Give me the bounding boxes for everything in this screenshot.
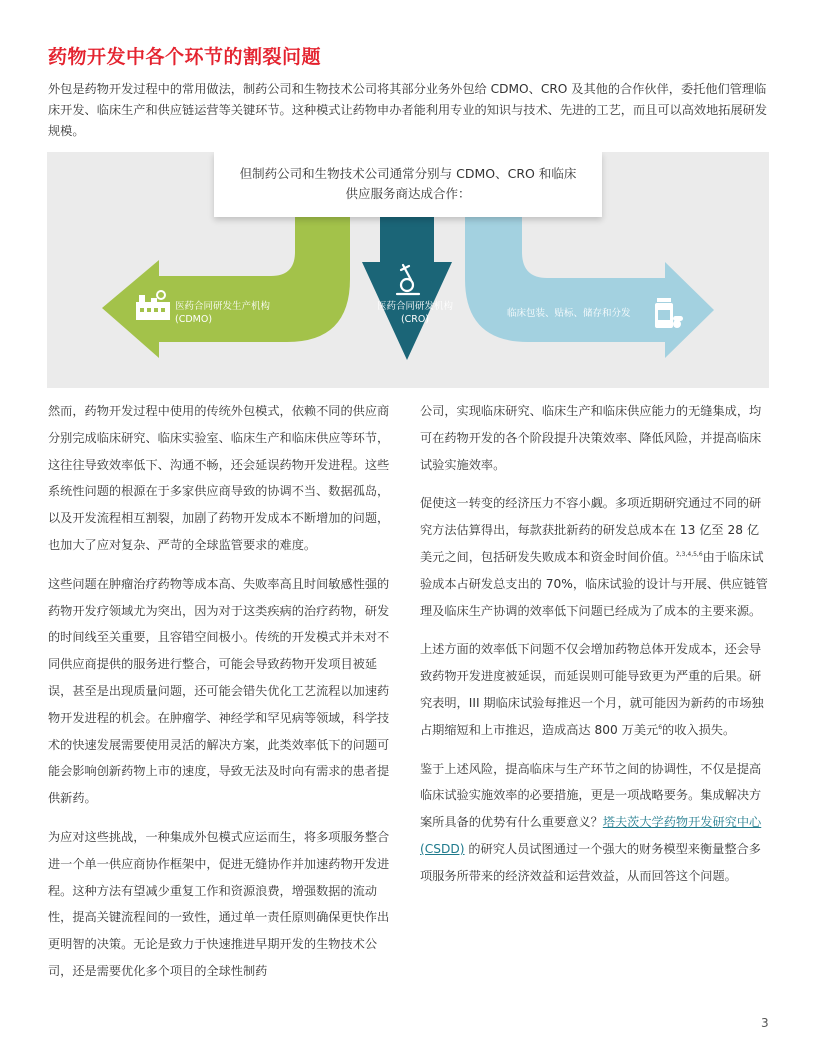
- right-paragraph-2: [420, 490, 770, 624]
- right-paragraph-3-text-a: 上述方面的效率低下问题不仅会增加药物总体开发成本，还会导致药物开发进度被延误，而延误则可能导致更为严重的后果。研究表明，III 期临床试验每推迟一个月，就可能因为新药的市场独占期缩短和上市推迟，造成高达 800 万美元: [420, 642, 764, 737]
- citation-superscript: 6: [658, 723, 663, 731]
- right-paragraph-3: [420, 636, 770, 743]
- right-paragraph-4-text-b: 的研究人员试图通过一个强大的财务模型来衡量整合多项服务所带来的经济效益和运营效益，从而回答这个问题。: [420, 841, 761, 883]
- cdmo-label: [175, 300, 270, 326]
- cdmo-label-line-2: (CDMO): [175, 314, 213, 325]
- supply-label: 临床包装、贴标、储存和分发: [507, 308, 631, 319]
- left-paragraph-2: 这些问题在肿瘤治疗药物等成本高、失败率高且时间敏感性强的药物开发疗领域尤为突出，因为对于这类疾病的治疗药物，研发的时间线至关重要，且容错空间极小。传统的开发模式并未对不同供应商提供的服务进行整合，可能会导致药物开发项目被延误，甚至是出现质量问题，还可能会错失优化工艺流程以加速药物开发进程的机会。在肿瘤学、神经学和罕见病等领域，科学技术的快速发展需要使用灵活的解决方案，此类效率低下的问题可能会影响创新药物上市的速度，导致无法及时向有需求的患者提供新药。: [48, 576, 390, 806]
- callout-line-1: 但制药公司和生物技术公司通常分别与 CDMO、CRO 和临床: [239, 166, 577, 181]
- intro-paragraph: 外包是药物开发过程中的常用做法，制药公司和生物技术公司将其部分业务外包给 CDMO、CRO 及其他的合作伙伴，委托他们管理临床开发、临床生产和供应链运营等关键环节。这种模式让药物申办者能利用专业的知识与技术、先进的工艺，而且可以高效地拓展研发规模。: [48, 82, 768, 138]
- page-number: 3: [761, 1016, 769, 1030]
- csdd-link[interactable]: 塔夫茨大学药物开发研究中心 (CSDD): [420, 815, 762, 856]
- supply-arrow: [465, 212, 714, 358]
- right-paragraph-2-text-a: 促使这一转变的经济压力不容小觑。多项近期研究通过不同的研究方法估算得出，每款获批新药的研发总成本在 13 亿至 28 亿美元之间，包括研发失败成本和资金时间价值。: [420, 496, 762, 564]
- left-column: [48, 398, 398, 997]
- page-title: 药物开发中各个环节的割裂问题: [48, 46, 322, 68]
- outsourcing-diagram: [47, 152, 769, 388]
- diagram-callout: [214, 152, 602, 217]
- cdmo-arrow: [102, 212, 350, 358]
- cro-label: [365, 300, 465, 326]
- citation-superscript: 2,3,4,5,6: [675, 550, 703, 558]
- callout-line-2: 供应服务商达成合作：: [345, 186, 471, 201]
- right-column: [420, 398, 770, 902]
- right-paragraph-4: [420, 756, 770, 890]
- cdmo-label-line-1: 医药合同研发生产机构: [175, 301, 271, 312]
- cro-label-line-1: 医药合同研发机构: [376, 301, 453, 312]
- right-paragraph-1: 公司，实现临床研究、临床生产和临床供应能力的无缝集成，均可在药物开发的各个阶段提升决策效率、降低风险，并提高临床试验实施效率。: [420, 404, 762, 472]
- left-paragraph-1: 然而，药物开发过程中使用的传统外包模式，依赖不同的供应商分别完成临床研究、临床实验室、临床生产和临床供应等环节，这往往导致效率低下、沟通不畅，还会延误药物开发进程。这些系统性问题的根源在于多家供应商导致的协调不当、数据孤岛，以及开发流程相互割裂，加剧了药物开发成本不断增加的问题，也加大了应对复杂、严苛的全球监管要求的难度。: [48, 404, 390, 552]
- cro-arrow: [362, 212, 452, 360]
- right-paragraph-4-text-a: 鉴于上述风险，提高临床与生产环节之间的协调性，不仅是提高临床试验实施效率的必要措施，更是一项战略要务。集成解决方案所具备的优势有什么重要意义？: [420, 761, 762, 830]
- right-paragraph-3-text-b: 的收入损失。: [662, 722, 736, 737]
- right-paragraph-2-text-b: 由于临床试验成本占研发总支出的 70%，临床试验的设计与开展、供应链管理及临床生产协调的效率低下问题已经成为了成本的主要来源。: [420, 549, 768, 618]
- left-paragraph-3: 为应对这些挑战，一种集成外包模式应运而生，将多项服务整合进一个单一供应商协作框架中，促进无缝协作并加速药物开发进程。这种方法有望减少重复工作和资源浪费，增强数据的流动性，提高关键流程间的一致性，通过单一责任原则确保更快作出更明智的决策。无论是致力于快速推进早期开发的生物技术公司，还是需要优化多个项目的全球性制药: [48, 829, 390, 978]
- cro-label-line-2: (CRO): [400, 314, 430, 325]
